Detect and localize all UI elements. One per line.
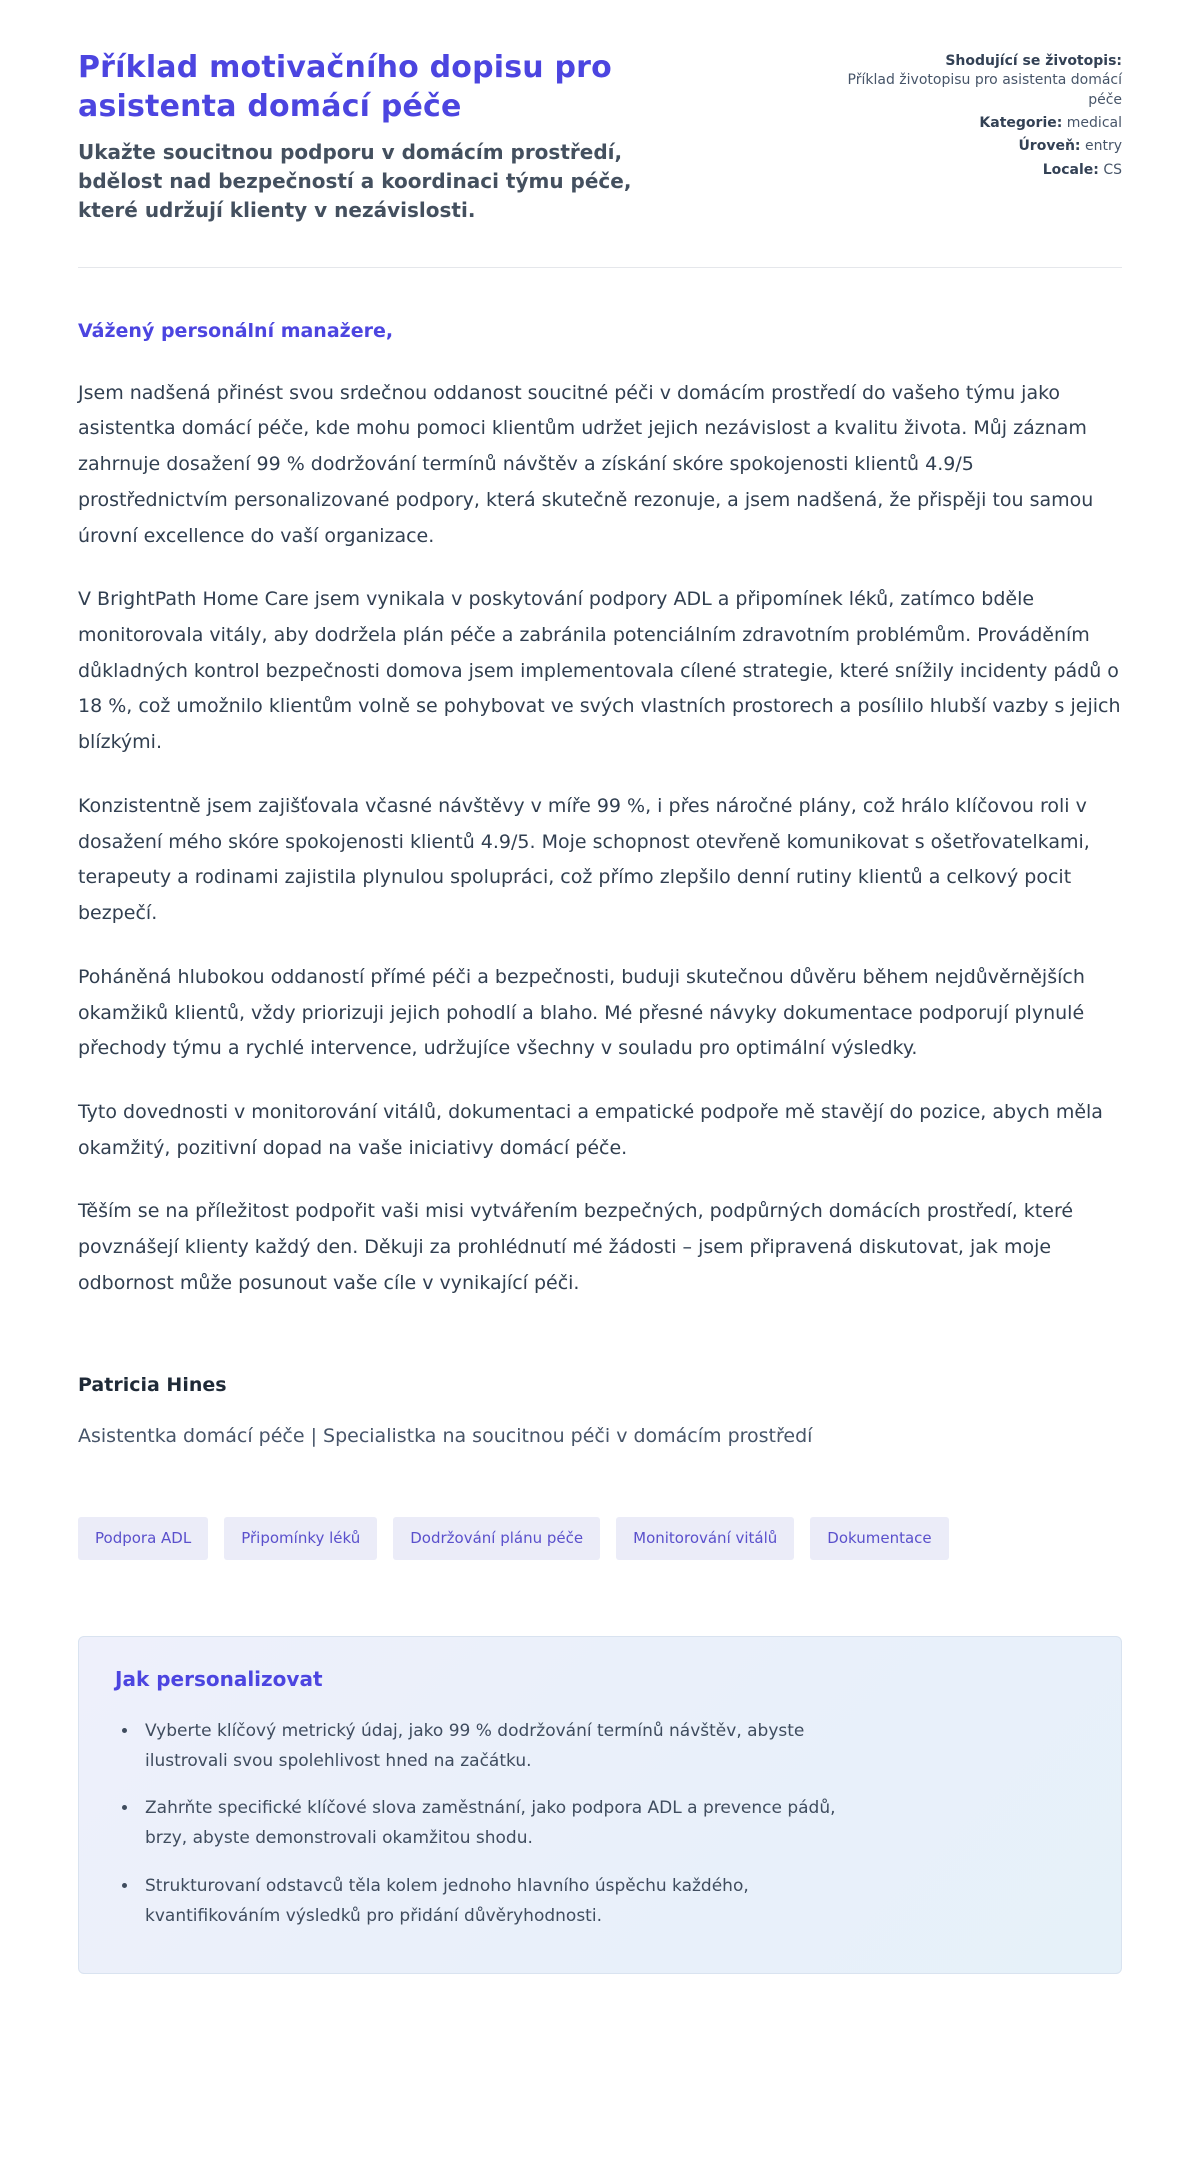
meta-locale-label: Locale: [1042,161,1099,178]
letter-paragraph: Těším se na příležitost podpořit vaši misi vytvářením bezpečných, podpůrných domácích prostředí, které povznášejí klienty každý den. Děkuji za prohlédnutí mé žádosti – jsem připravená diskutovat, jak moje odbornost může posunout vaše cíle v vynikající péči. [78,1200,1074,1294]
personalization-tips-heading: Jak personalizovat [115,1666,323,1691]
letter-paragraph: Konzistentně jsem zajišťovala včasné návštěvy v míře 99 %, i přes náročné plány, což hrálo klíčovou roli v dosažení mého skóre spokojenosti klientů 4.9/5. Moje schopnost otevřeně komunikovat s ošetřovatelkami, terapeuty a rodinami zajistila plynulou spolupráci, což přímo zlepšilo denní rutiny klientů a celkový pocit bezpečí. [78,794,1090,925]
meta-level-value: entry [1084,138,1122,155]
letter-body [78,314,1122,1455]
meta-matching-resume-label: Shodující se životopis: [945,53,1122,69]
letter-greeting: Vážený personální manažere, [78,320,394,342]
personalization-tip: • Zahrňte specifické klíčové slova zaměstnání, jako podpora ADL a prevence pádů, brzy, abyste demonstrovali okamžitou shodu. [139,1794,839,1854]
document-meta [822,48,1122,180]
skill-tag: Monitorování vitálů [616,1517,794,1560]
meta-level-label: Úroveň: [1018,138,1081,155]
letter-paragraph: Jsem nadšená přinést svou srdečnou oddanost soucitné péči v domácím prostředí do vašeho týmu jako asistentka domácí péče, kde mohu pomoci klientům udržet jejich nezávislost a kvalitu života. Můj záznam zahrnuje dosažení 99 % dodržování termínů návštěv a získání skóre spokojenosti klientů 4.9/5 prostřednictvím personalizované podpory, která skutečně rezonuje, a jsem nadšená, že přispěji tou samou úrovní excellence do vaší organizace. [78,381,1094,547]
meta-category-label: Kategorie: [979,114,1063,131]
letter-paragraphs [78,376,1122,1302]
letter-paragraph: Poháněná hlubokou oddaností přímé péči a bezpečnosti, buduji skutečnou důvěru během nejdůvěrnějších okamžiků klientů, vždy priorizuji jejich pohodlí a blaho. Mé přesné návyky dokumentace podporují plynulé přechody týmu a rychlé intervence, udržujíce všechny v souladu pro optimální výsledky. [78,965,1085,1060]
personalization-tip: • Strukturovaní odstavců těla kolem jednoho hlavního úspěchu každého, kvantifikováním výsledků pro přidání důvěryhodnosti. [139,1872,839,1932]
skill-tag-list [78,1517,1122,1560]
personalization-tips-list [115,1717,1085,1932]
meta-category-value: medical [1066,114,1122,131]
letter-paragraph: Tyto dovednosti v monitorování vitálů, dokumentaci a empatické podpoře mě stavějí do pozice, abych měla okamžitý, pozitivní dopad na vaše iniciativy domácí péče. [78,1100,1103,1159]
meta-level [822,137,1122,156]
skill-tag: Připomínky léků [224,1517,377,1560]
skill-tag: Podpora ADL [78,1517,208,1560]
page-header [78,48,1122,225]
personalization-tips-box [78,1636,1122,1975]
header-divider [78,267,1122,268]
meta-locale-value: CS [1103,161,1122,178]
meta-matching-resume [822,52,1122,110]
signature-name: Patricia Hines [78,1373,227,1396]
skill-tag: Dodržování plánu péče [393,1517,600,1560]
meta-matching-resume-value: Příklad životopisu pro asistenta domácí péče [847,72,1122,108]
page-subtitle: Ukažte soucitnou podporu v domácím prostředí, bdělost nad bezpečností a koordinaci týmu péče, které udržují klienty v nezávislosti. [78,140,632,222]
skill-tag: Dokumentace [810,1517,948,1560]
letter-paragraph: V BrightPath Home Care jsem vynikala v poskytování podpory ADL a připomínek léků, zatímco bděle monitorovala vitály, aby dodržela plán péče a zabránila potenciálním zdravotním problémům. Prováděním důkladných kontrol bezpečnosti domova jsem implementovala cílené strategie, které snížily incidenty pádů o 18 %, což umožnilo klientům volně se pohybovat ve svých vlastních prostorech a posílilo hlubší vazby s jejich blízkými. [78,588,1121,754]
personalization-tip: • Vyberte klíčový metrický údaj, jako 99 % dodržování termínů návštěv, abyste ilustrovali svou spolehlivost hned na začátku. [139,1717,839,1777]
header-title-block [78,48,698,225]
meta-category [822,114,1122,133]
page-title: Příklad motivačního dopisu pro asistenta domácí péče [78,50,612,124]
meta-locale [822,161,1122,180]
signature-job-title: Asistentka domácí péče | Specialistka na soucitnou péči v domácím prostředí [78,1425,813,1448]
